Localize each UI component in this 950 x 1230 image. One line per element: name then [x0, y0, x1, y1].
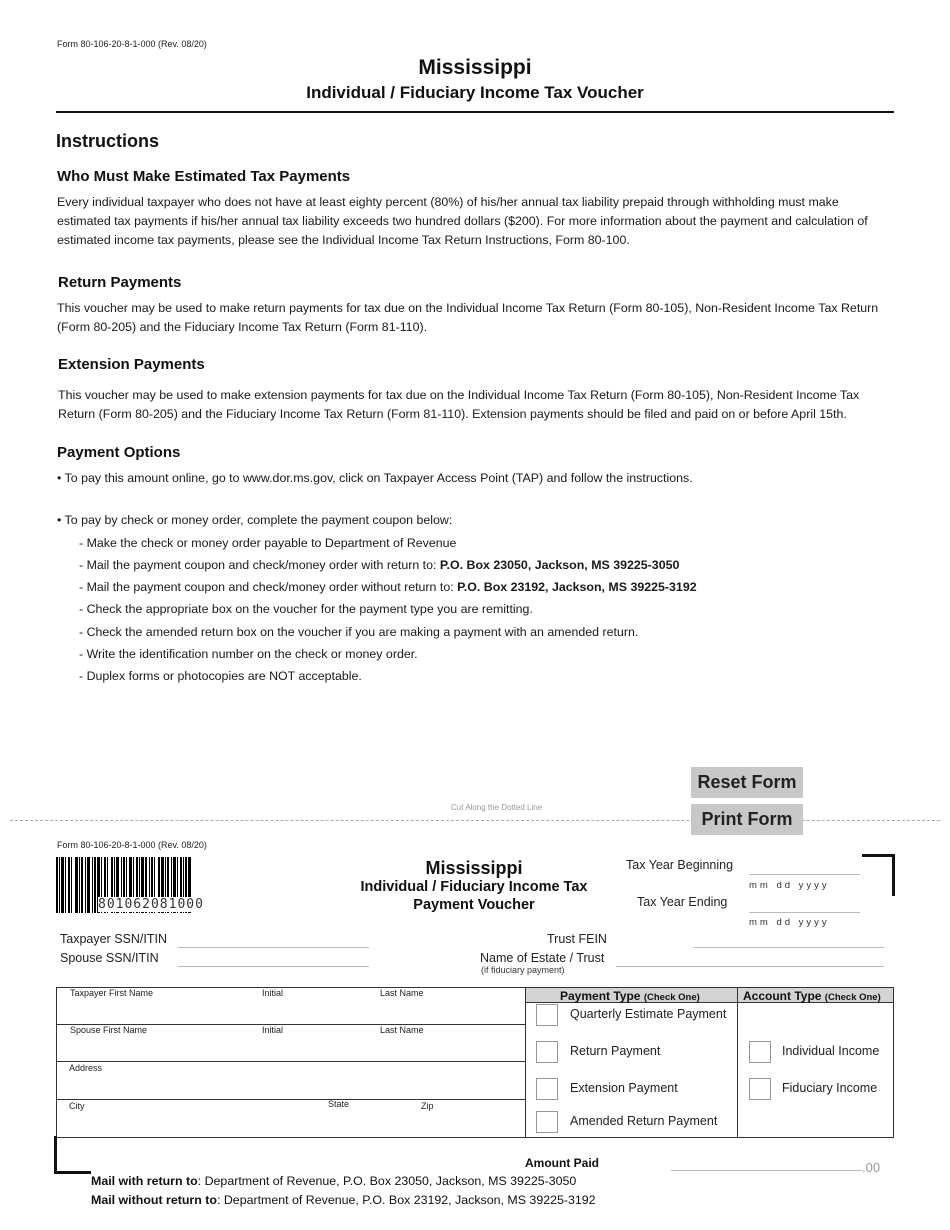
row-line-3: [56, 1099, 526, 1100]
sub-mail-with: [79, 558, 679, 572]
city-label: City: [69, 1101, 85, 1111]
sub-duplex: - Duplex forms or photocopies are NOT acceptable.: [79, 669, 362, 683]
payment-type-note: (Check One): [643, 992, 700, 1003]
payment-type-label: Payment Type: [560, 989, 641, 1003]
sub-id-number: - Write the identification number on the check or money order.: [79, 647, 418, 661]
amended-payment-label: Amended Return Payment: [570, 1114, 718, 1128]
individual-income-checkbox[interactable]: [749, 1041, 771, 1063]
taxpayer-last-name-label: Last Name: [380, 988, 424, 998]
reset-form-button[interactable]: Reset Form: [691, 767, 803, 798]
estate-note: (if fiduciary payment): [481, 965, 565, 975]
voucher-state: Mississippi: [425, 858, 523, 878]
amount-cents: .00: [862, 1160, 881, 1175]
extension-payments-line-1: This voucher may be used to make extension payments for tax due on the Individual Income Tax Return (Form 80-105), Non-Resident Income Tax: [58, 388, 860, 402]
page-title: Individual / Fiduciary Income Tax Voucher: [306, 83, 644, 102]
address-input[interactable]: [60, 1074, 520, 1096]
voucher-form-number: Form 80-106-20-8-1-000 (Rev. 08/20): [57, 840, 207, 850]
spouse-last-name-label: Last Name: [380, 1025, 424, 1035]
who-must-line-3: estimated income tax payments, please see the Individual Income Tax Return Instructions, Form 80-100.: [57, 233, 630, 247]
spouse-first-name-label: Spouse First Name: [70, 1025, 148, 1035]
sub-payable: - Make the check or money order payable to Department of Revenue: [79, 536, 457, 550]
voucher-title-1: Individual / Fiduciary Income Tax: [360, 879, 588, 895]
corner-mark-right: [892, 854, 895, 896]
payment-options-heading: Payment Options: [57, 444, 181, 461]
address-label: Address: [69, 1063, 103, 1073]
taxpayer-first-name-label: Taxpayer First Name: [70, 988, 154, 998]
extension-payments-line-2: Return (Form 80-205) and the Fiduciary Income Tax Return (Form 81-110). Extension payments should be filed and paid on or before April 15th.: [58, 407, 847, 421]
tax-year-beginning-label: Tax Year Beginning: [626, 858, 734, 872]
tax-year-ending-input[interactable]: [749, 912, 860, 913]
city-state-zip-input[interactable]: [60, 1111, 520, 1133]
state-label: State: [328, 1099, 350, 1109]
taxpayer-initial-label: Initial: [262, 988, 284, 998]
quarterly-checkbox[interactable]: [536, 1004, 558, 1026]
sub-check-box: - Check the appropriate box on the voucher for the payment type you are remitting.: [79, 602, 533, 616]
return-payments-line-1: This voucher may be used to make return payments for tax due on the Individual Income Tax Return (Form 80-105), Non-Resident Income Tax Return: [57, 301, 879, 315]
taxpayer-ssn-label: Taxpayer SSN/ITIN: [60, 932, 167, 946]
mail-without-line: [91, 1193, 596, 1207]
account-type-heading: [743, 989, 881, 1003]
row-line-2: [56, 1061, 526, 1062]
quarterly-label: Quarterly Estimate Payment: [570, 1007, 727, 1021]
amount-paid-label: Amount Paid: [525, 1156, 599, 1170]
return-payments-line-2: (Form 80-205) and the Fiduciary Income Tax Return (Form 81-110).: [57, 320, 428, 334]
zip-label: Zip: [421, 1101, 434, 1111]
header-rule: [56, 111, 894, 113]
instructions-heading: Instructions: [56, 131, 160, 151]
who-must-line-1: Every individual taxpayer who does not have at least eighty percent (80%) of his/her annual tax liability prepaid through withholding must make: [57, 195, 839, 209]
mail-without-label: Mail without return to: [91, 1193, 217, 1207]
corner-mark-bottom-left: [54, 1136, 57, 1174]
form-number: Form 80-106-20-8-1-000 (Rev. 08/20): [57, 39, 207, 49]
spouse-name-input[interactable]: [60, 1036, 520, 1058]
sub-amended: - Check the amended return box on the voucher if you are making a payment with an amended return.: [79, 625, 639, 639]
individual-income-label: Individual Income: [782, 1044, 880, 1058]
corner-mark-top: [862, 854, 895, 857]
extension-payments-heading: Extension Payments: [58, 356, 205, 373]
voucher-title-2: Payment Voucher: [413, 897, 535, 913]
who-must-heading: Who Must Make Estimated Tax Payments: [57, 168, 351, 185]
barcode-number: 801062081000: [98, 897, 204, 912]
mail-with-line: [91, 1174, 576, 1188]
mail-with-label: Mail with return to: [91, 1174, 198, 1188]
option-check: • To pay by check or money order, complete the payment coupon below:: [57, 513, 453, 527]
extension-payment-checkbox[interactable]: [536, 1078, 558, 1100]
print-form-button[interactable]: Print Form: [691, 804, 803, 835]
fiduciary-income-checkbox[interactable]: [749, 1078, 771, 1100]
tax-year-beginning-hint: mm dd yyyy: [749, 880, 830, 891]
mail-without-address: : Department of Revenue, P.O. Box 23192, Jackson, MS 39225-3192: [216, 1193, 596, 1207]
tax-year-beginning-input[interactable]: [749, 874, 860, 875]
estate-name-input[interactable]: [616, 966, 884, 967]
sub-mail-without-text: - Mail the payment coupon and check/money order without return to:: [79, 580, 458, 594]
trust-fein-label: Trust FEIN: [547, 932, 607, 946]
mail-with-address: : Department of Revenue, P.O. Box 23050, Jackson, MS 39225-3050: [197, 1174, 577, 1188]
taxpayer-ssn-input[interactable]: [178, 947, 369, 948]
return-payments-heading: Return Payments: [58, 274, 182, 291]
trust-fein-input[interactable]: [693, 947, 884, 948]
cut-text: Cut Along the Dotted Line: [451, 803, 543, 812]
return-payment-checkbox[interactable]: [536, 1041, 558, 1063]
amount-paid-input[interactable]: [671, 1170, 862, 1171]
who-must-line-2: estimated tax payments if his/her annual tax liability exceeds two hundred dollars ($200). For more information about the payment and calculation of: [57, 214, 868, 228]
tax-year-ending-label: Tax Year Ending: [637, 895, 728, 909]
amended-payment-checkbox[interactable]: [536, 1111, 558, 1133]
state-title: Mississippi: [418, 56, 532, 79]
option-online: • To pay this amount online, go to www.dor.ms.gov, click on Taxpayer Access Point (TAP) and follow the instructions.: [57, 471, 693, 485]
fiduciary-income-label: Fiduciary Income: [782, 1081, 878, 1095]
spouse-ssn-input[interactable]: [178, 966, 369, 967]
corner-mark-bottom: [54, 1171, 91, 1174]
payment-type-heading: [560, 989, 700, 1003]
sub-mail-without: [79, 580, 697, 594]
return-payment-label: Return Payment: [570, 1044, 661, 1058]
sub-mail-with-text: - Mail the payment coupon and check/money order with return to:: [79, 558, 440, 572]
spouse-ssn-label: Spouse SSN/ITIN: [60, 951, 159, 965]
taxpayer-name-input[interactable]: [60, 998, 520, 1020]
barcode: [56, 857, 255, 913]
grid-divider-2: [737, 987, 738, 1138]
grid-divider-1: [525, 987, 526, 1138]
account-type-note: (Check One): [824, 992, 881, 1003]
sub-mail-with-address: P.O. Box 23050, Jackson, MS 39225-3050: [439, 558, 680, 572]
estate-name-label: Name of Estate / Trust: [480, 951, 605, 965]
account-type-label: Account Type: [743, 989, 822, 1003]
extension-payment-label: Extension Payment: [570, 1081, 678, 1095]
sub-mail-without-address: P.O. Box 23192, Jackson, MS 39225-3192: [457, 580, 697, 594]
spouse-initial-label: Initial: [262, 1025, 284, 1035]
tax-year-ending-hint: mm dd yyyy: [749, 917, 830, 928]
